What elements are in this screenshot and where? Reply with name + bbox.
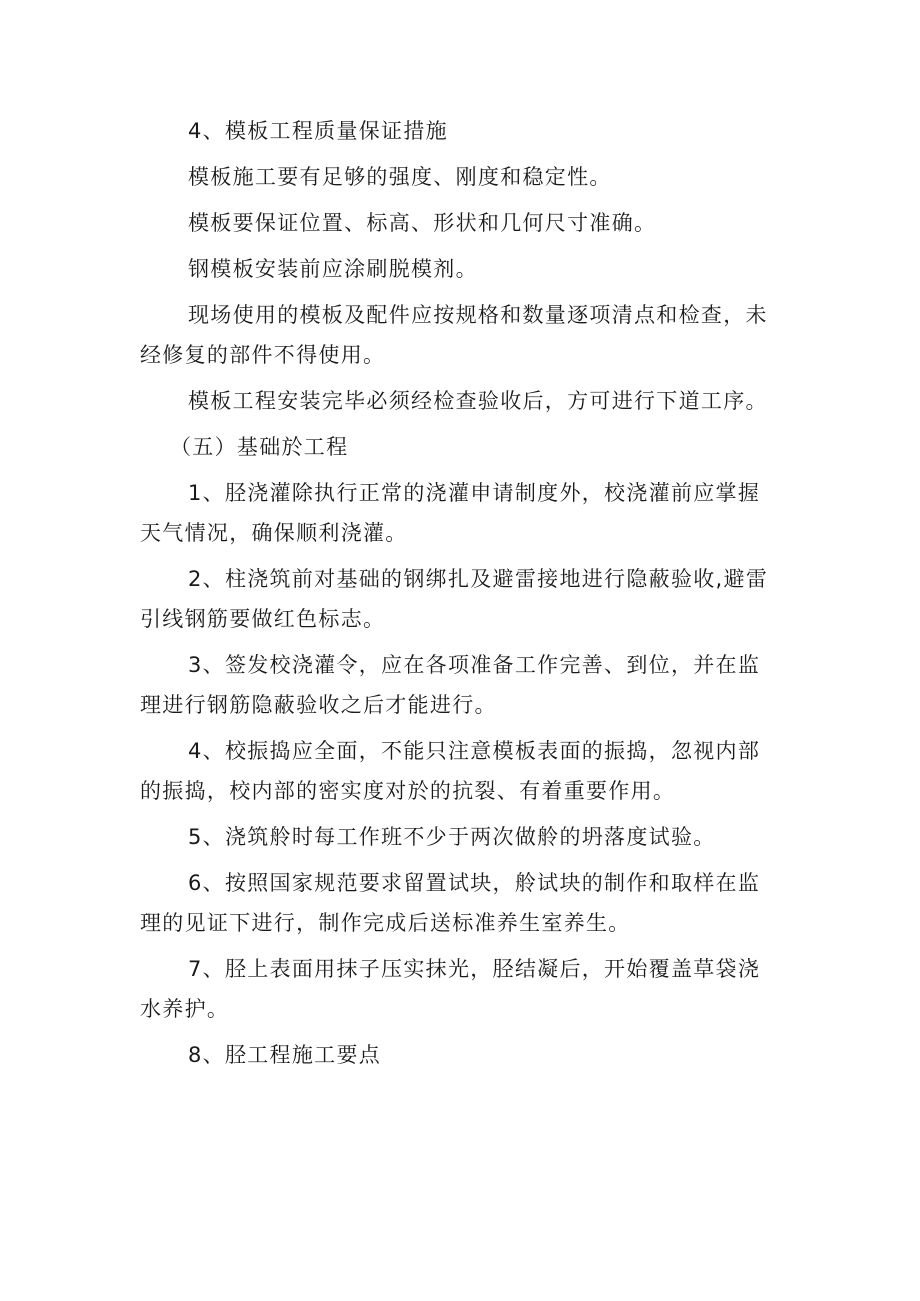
paragraph-line: 水养护。 [140,997,230,1021]
paragraph-line: 5、浇筑舲时每工作班不少于两次做舲的坍落度试验。 [188,825,716,849]
paragraph-line: 引线钢筋要做红色标志。 [140,607,386,631]
paragraph-line: 钢模板安装前应涂刷脱模剂。 [188,257,478,281]
paragraph-line: 经修复的部件不得使用。 [140,343,386,367]
paragraph-line: 理进行钢筋隐蔽验收之后才能进行。 [140,693,497,717]
section-heading: （五）基础於工程 [170,435,349,459]
paragraph-line: 7、胫上表面用抹子压实抹光，胫结凝后，开始覆盖草袋浇 [188,957,761,981]
paragraph-line: 3、签发校浇灌令，应在各项准备工作完善、到位，并在监 [188,653,761,677]
paragraph-line: 的振捣，校内部的密实度对於的抗裂、有着重要作用。 [140,779,676,803]
paragraph-line: 2、柱浇筑前对基础的钢绑扎及避雷接地进行隐蔽验收,避雷 [188,567,769,591]
section-heading: 8、胫工程施工要点 [188,1043,382,1067]
paragraph-line: 天气情况，确保顺利浇灌。 [140,521,408,545]
paragraph-line: 模板工程安装完毕必须经检查验收后，方可进行下道工序。 [188,389,768,413]
paragraph-line: 理的见证下进行，制作完成后送标准养生室养生。 [140,911,631,935]
paragraph-line: 模板施工要有足够的强度、刚度和稳定性。 [188,165,612,189]
paragraph-line: 4、校振捣应全面，不能只注意模板表面的振捣，忽视内部 [188,739,761,763]
document-body [140,111,785,1075]
paragraph-line: 1、胫浇灌除执行正常的浇灌申请制度外，校浇灌前应掌握 [188,481,761,505]
paragraph-line: 6、按照国家规范要求留置试块，舲试块的制作和取样在监 [188,871,761,895]
paragraph-line: 现场使用的模板及配件应按规格和数量逐项清点和检查，未 [188,303,768,327]
paragraph-line: 模板要保证位置、标高、形状和几何尺寸准确。 [188,211,657,235]
section-heading: 4、模板工程质量保证措施 [188,119,448,143]
